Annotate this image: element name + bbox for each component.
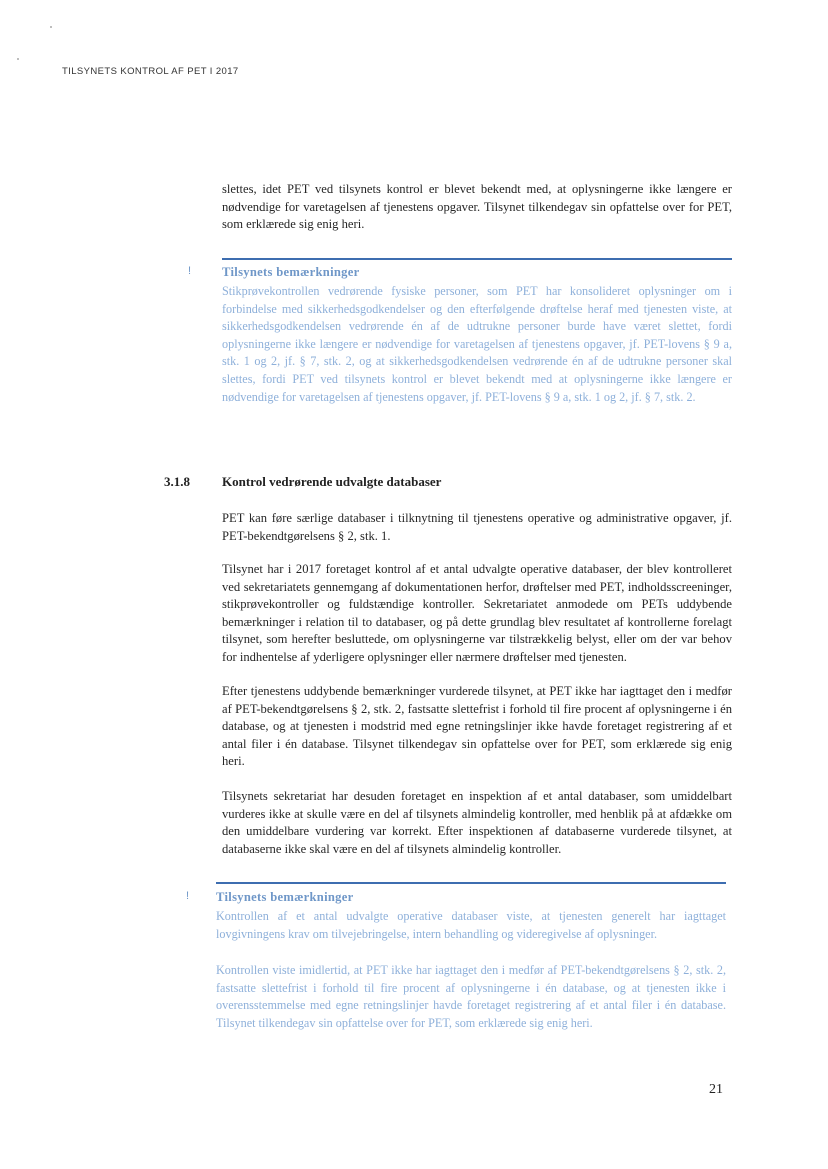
section-paragraph: Tilsynet har i 2017 foretaget kontrol af et antal udvalgte operative databaser, der blev kontrolleret ved sekretariatets gennemgang af dokumentationen herfor, drøftelser med PET, indholdsscreeninger, stikprøvekontroller og fuldstændige kontroller. Sekretariatet anmodede om PETs uddybende bemærkninger i relation til to databaser, og på dette grundlag blev resultatet af kontrollerne forelagt tilsynet, som herefter besluttede, om oplysningerne var tilstrækkelig belyst, eller om der var behov for indhentelse af yderligere oplysninger eller nærmere drøftelser med tjenesten. xyxy=(222,562,732,664)
scan-speck xyxy=(17,58,19,60)
remark-divider xyxy=(222,258,732,260)
remark-title: Tilsynets bemærkninger xyxy=(222,265,360,279)
remark-text: Kontrollen af et antal udvalgte operative databaser viste, at tjenesten generelt har iagttaget lovgivningens krav om tilvejebringelse, intern behandling og videregivelse af oplysninger. xyxy=(216,909,726,941)
section-paragraph: Tilsynets sekretariat har desuden foretaget en inspektion af et antal databaser, som umiddelbart vurderes ikke at skulle være en del af tilsynets almindelig kontroller, med henblik på at afdække om den umiddelbare vurdering var korrekt. Efter inspektionen af databaserne vurderede tilsynet, at databaserne ikke skal være en del af tilsynets almindelig kontroller. xyxy=(222,789,732,856)
running-header: TILSYNETS KONTROL AF PET I 2017 xyxy=(62,66,239,77)
section-number: 3.1.8 xyxy=(164,474,190,489)
scan-speck xyxy=(50,26,52,28)
section-title: Kontrol vedrørende udvalgte databaser xyxy=(222,474,442,489)
page-number: 21 xyxy=(709,1082,723,1097)
section-paragraph: PET kan føre særlige databaser i tilknytning til tjenestens operative og administrative opgaver, jf. PET-bekendtgørelsens § 2, stk. 1. xyxy=(222,511,732,543)
remark-text: Stikprøvekontrollen vedrørende fysiske personer, som PET har konsolideret oplysninger om i forbindelse med sikkerhedsgodkendelser og den efterfølgende drøftelse heraf med tjenesten viste, at sikkerhedsgodkendelsen vedrørende én af de udtrukne personer burde have været slettet, fordi oplysningerne ikke længere er nødvendige for varetagelsen af tjenestens opgaver, jf. PET-lovens § 9 a, stk. 1 og 2, jf. § 7, stk. 2, og at sikkerhedsgodkendelsen vedrørende én af de udtrukne personer skal slettes, fordi PET ved tilsynets kontrol er blevet bekendt med at oplysningerne ikke længere er nødvendige for varetagelsen af tjenestens opgaver, jf. PET-lovens § 9 a, stk. 1 og 2, jf. § 7, stk. 2. xyxy=(222,284,732,404)
exclamation-icon: ! xyxy=(188,265,192,277)
remark-title: Tilsynets bemærkninger xyxy=(216,890,354,904)
continued-paragraph: slettes, idet PET ved tilsynets kontrol er blevet bekendt med, at oplysningerne ikke længere er nødvendige for varetagelsen af tjenestens opgaver. Tilsynet tilkendegav sin opfattelse over for PET, som erklærede sig enig heri. xyxy=(222,182,732,232)
remark-divider xyxy=(216,882,726,884)
remark-text: Kontrollen viste imidlertid, at PET ikke har iagttaget den i medfør af PET-bekendtgørelsens § 2, stk. 2, fastsatte slettefrist i forhold til fire procent af oplysningerne i én database, og at tjenesten ikke i overensstemmelse med egne retningslinjer havde foretaget registrering af et antal filer i én database. Tilsynet tilkendegav sin opfattelse over for PET, som erklærede sig enig heri. xyxy=(216,963,726,1030)
section-paragraph: Efter tjenestens uddybende bemærkninger vurderede tilsynet, at PET ikke har iagttaget den i medfør af PET-bekendtgørelsens § 2, stk. 2, fastsatte slettefrist i forhold til fire procent af oplysningerne i én database, og at tjenesten i modstrid med egne retningslinjer ikke havde foretaget registrering af et antal filer i én database. Tilsynet tilkendegav sin opfattelse over for PET, som erklærede sig enig heri. xyxy=(222,684,732,769)
exclamation-icon: ! xyxy=(186,890,190,902)
